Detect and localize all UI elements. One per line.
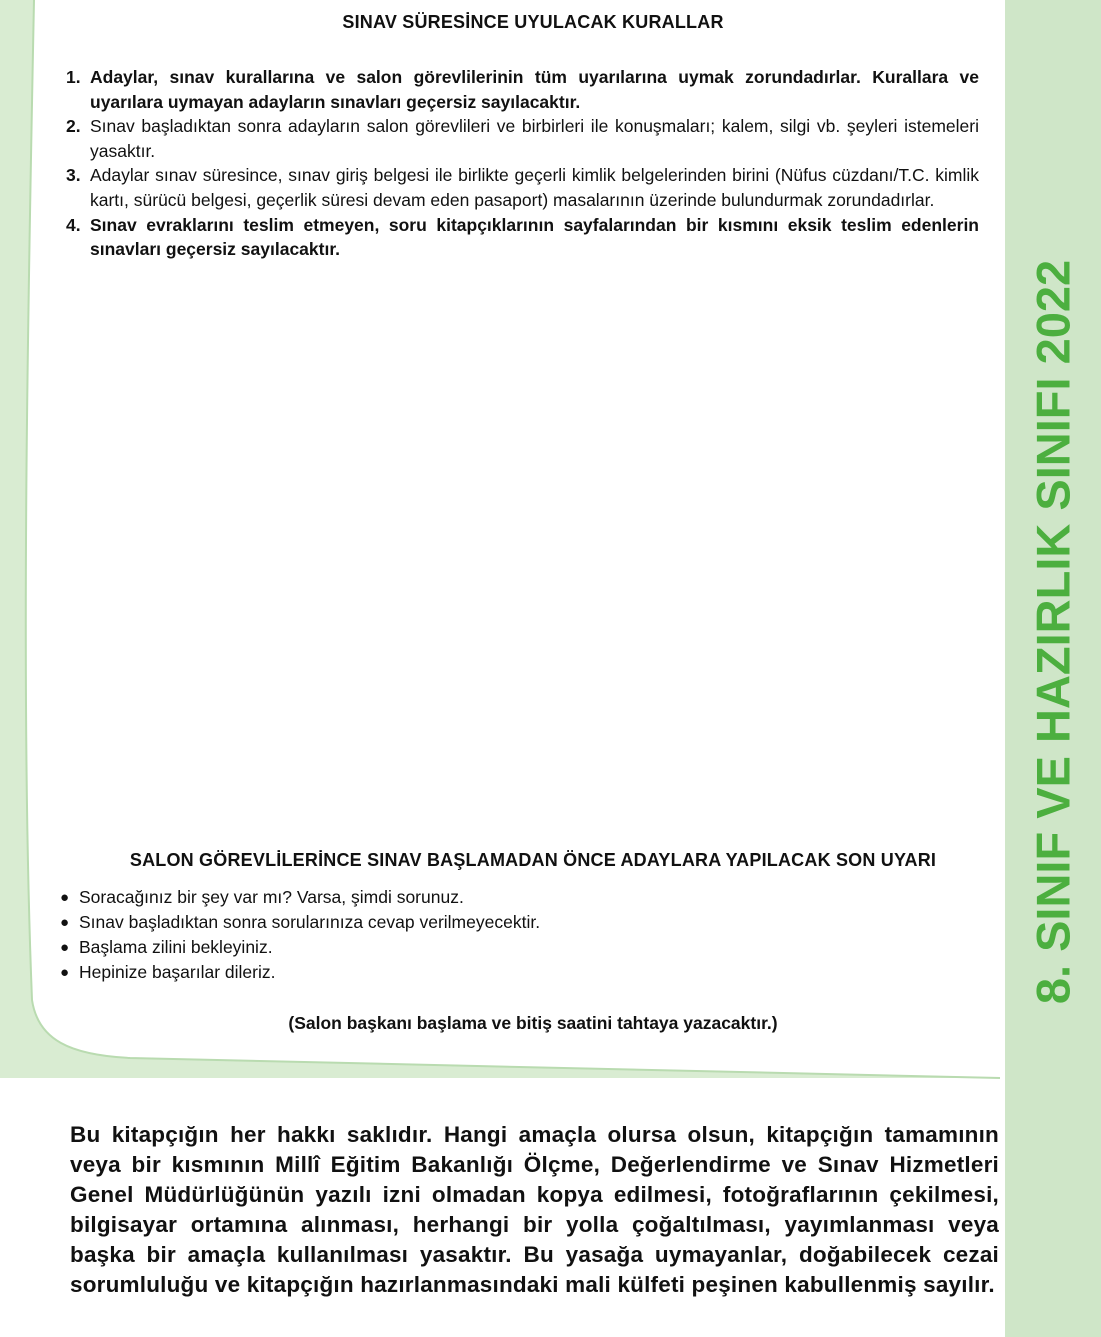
side-title: 8. SINIF VE HAZIRLIK SINIFI 2022	[1026, 259, 1080, 1005]
rule-number: 3.	[66, 165, 81, 186]
rule-item	[62, 213, 979, 262]
salon-note: (Salon başkanı başlama ve bitiş saatini tahtaya yazacaktır.)	[288, 1013, 778, 1033]
rule-number: 4.	[66, 214, 81, 235]
bullet-icon: ●	[60, 964, 70, 981]
warning-list	[60, 885, 540, 985]
bullet-icon: ●	[60, 889, 70, 906]
rule-text: Adaylar, sınav kurallarına ve salon görevlilerinin tüm uyarılarına uymak zorundadırlar. Kurallara ve uyarılara uymayan adayların sınavları geçersiz sayılacaktır.	[90, 67, 979, 112]
rule-item	[62, 163, 979, 212]
warning-item	[60, 910, 540, 935]
warning-text: Sınav başladıktan sonra sorularınıza cevap verilmeyecektir.	[79, 912, 541, 932]
copyright-notice: Bu kitapçığın her hakkı saklıdır. Hangi amaçla olursa olsun, kitapçığın tamamının veya bir kısmının Millî Eğitim Bakanlığı Ölçme, Değerlendirme ve Sınav Hizmetleri Genel Müdürlüğünün yazılı izni olmadan kopya edilmesi, fotoğraflarının çekilmesi, bilgisayar ortamına alınması, herhangi bir yolla çoğaltılması, yayımlanması veya başka bir amaçla kullanılması yasaktır. Bu yasağa uymayanlar, doğabilecek cezai sorumluluğu ve kitapçığın hazırlanmasındaki mali külfeti peşinen kabullenmiş sayılır.	[70, 1122, 999, 1297]
rule-item	[62, 114, 979, 163]
rule-number: 2.	[66, 116, 81, 137]
warning-text: Başlama zilini bekleyiniz.	[79, 937, 273, 957]
rule-text: Sınav evraklarını teslim etmeyen, soru kitapçıklarının sayfalarından bir kısmını eksik teslim edenlerin sınavları geçersiz sayılacaktır.	[90, 214, 979, 260]
rules-heading: SINAV SÜRESİNCE UYULACAK KURALLAR	[342, 12, 724, 32]
side-title-container	[1005, 0, 1101, 1337]
warning-heading: SALON GÖREVLİLERİNCE SINAV BAŞLAMADAN ÖNCE ADAYLARA YAPILACAK SON UYARI	[129, 850, 937, 870]
rule-number: 1.	[66, 67, 81, 87]
bullet-icon: ●	[60, 939, 70, 956]
warning-item	[60, 935, 540, 960]
rules-list	[62, 65, 979, 262]
rule-text: Adaylar sınav süresince, sınav giriş belgesi ile birlikte geçerli kimlik belgelerinden birini (Nüfus cüzdanı/T.C. kimlik kartı, sürücü belgesi, geçerlik süresi devam eden pasaport) masalarının üzerinde bulundurmak zorundadırlar.	[90, 165, 979, 210]
bullet-icon: ●	[60, 914, 70, 931]
warning-item	[60, 960, 540, 985]
rule-item	[62, 65, 979, 114]
warning-text: Soracağınız bir şey var mı? Varsa, şimdi sorunuz.	[79, 887, 464, 907]
rule-text: Sınav başladıktan sonra adayların salon görevlileri ve birbirleri ile konuşmaları; kalem, silgi vb. şeyleri istemeleri yasaktır.	[90, 116, 979, 161]
warning-item	[60, 885, 540, 910]
warning-text: Hepinize başarılar dileriz.	[79, 962, 276, 982]
